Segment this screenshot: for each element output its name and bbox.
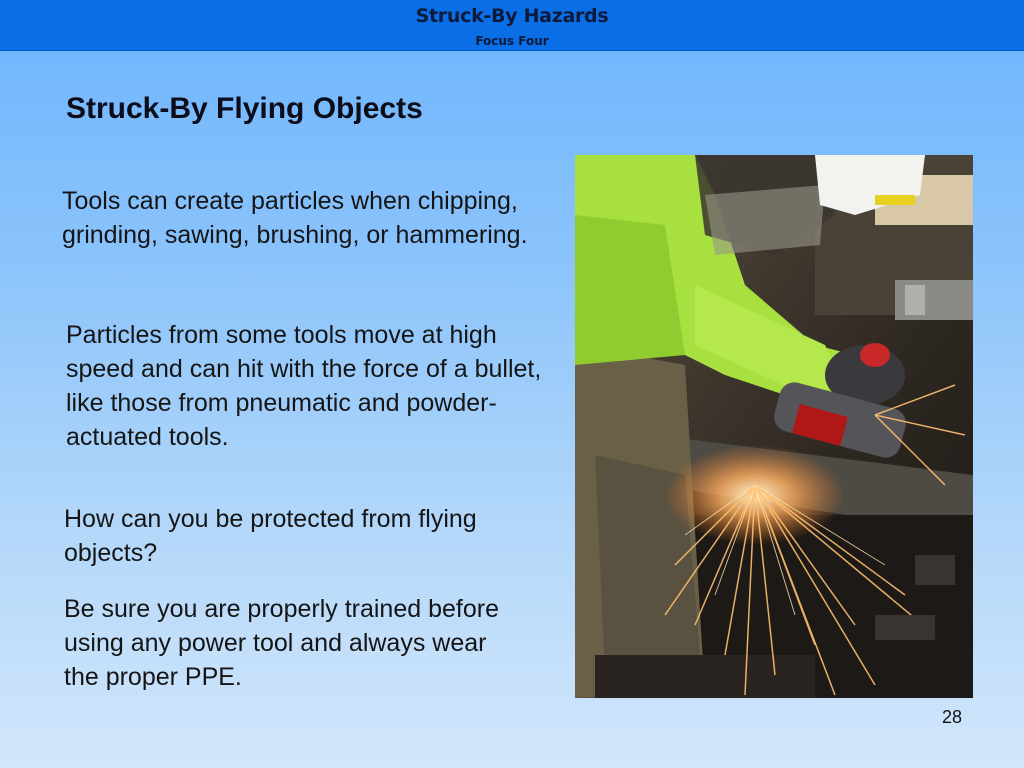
header-subtitle: Focus Four: [475, 34, 549, 48]
header-bar: [0, 0, 1024, 51]
page-number: 28: [941, 707, 962, 727]
paragraph-particles: Tools can create particles when chipping, grinding, sawing, brushing, or hammering.: [62, 187, 528, 249]
header-title: Struck-By Hazards: [415, 5, 609, 27]
paragraph-high-speed: Particles from some tools move at high speed and can hit with the force of a bullet, like those from pneumatic and powder-actuated tools.: [66, 321, 542, 451]
paragraph-question: How can you be protected from flying objects?: [64, 505, 477, 567]
paragraph-ppe-advice: Be sure you are properly trained before using any power tool and always wear the proper PPE.: [64, 595, 499, 691]
slide-title: Struck-By Flying Objects: [66, 92, 423, 125]
worker-grinding-photo: [575, 155, 973, 698]
